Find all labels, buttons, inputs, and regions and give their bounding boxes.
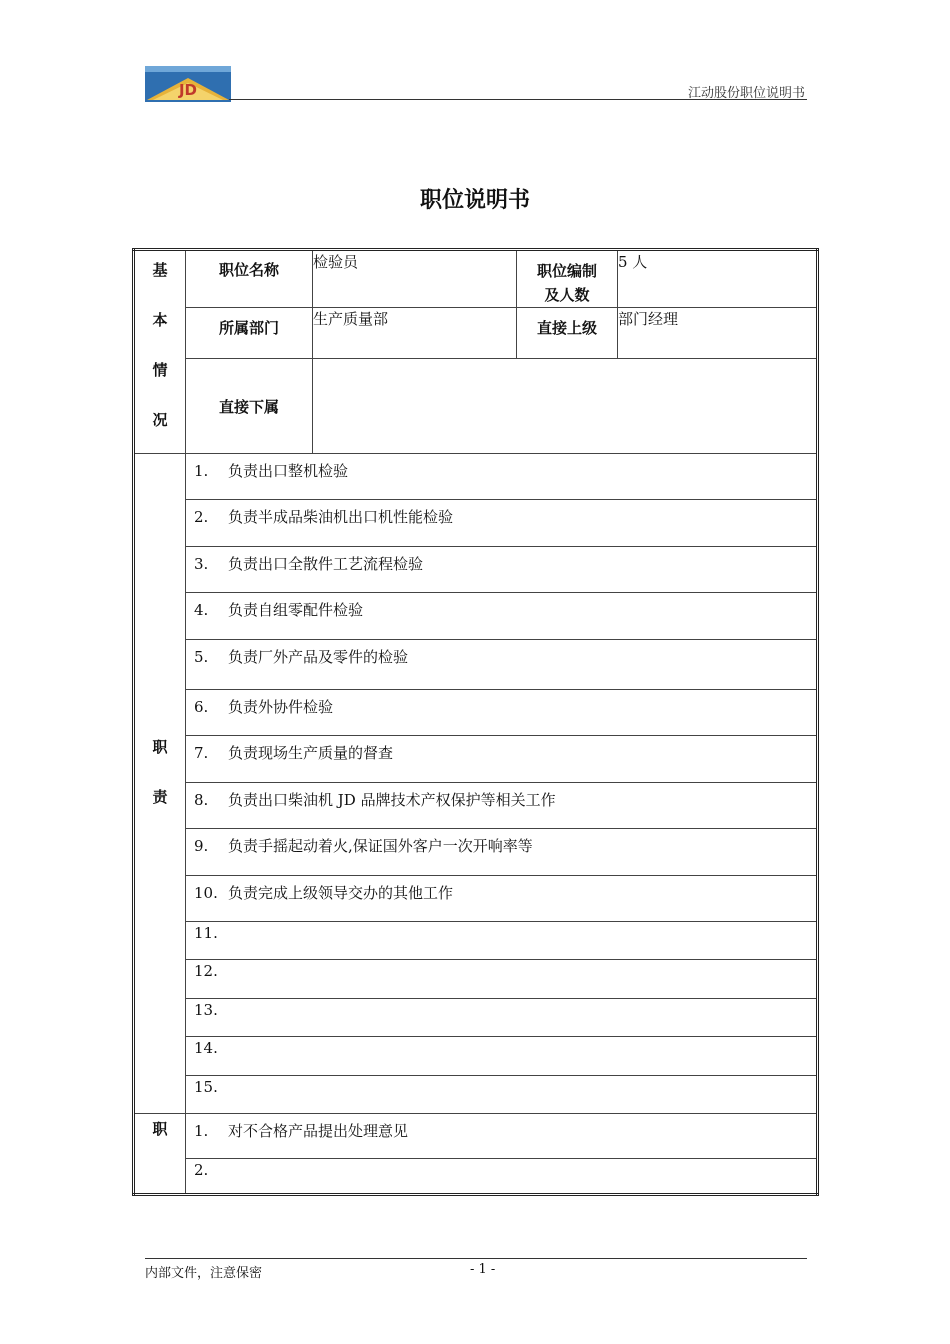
duty-item: 5. 负责厂外产品及零件的检验 bbox=[186, 640, 818, 690]
subordinate-label: 直接下属 bbox=[186, 359, 313, 454]
subordinate-value bbox=[313, 359, 818, 454]
authority-item: 2. bbox=[186, 1159, 818, 1195]
headcount-label: 职位编制 及人数 bbox=[517, 250, 618, 308]
supervisor-value: 部门经理 bbox=[618, 308, 818, 359]
authority-item: 1. 对不合格产品提出处理意见 bbox=[186, 1114, 818, 1159]
position-name-value: 检验员 bbox=[313, 250, 517, 308]
job-description-table bbox=[132, 248, 819, 1196]
duty-item: 3. 负责出口全散件工艺流程检验 bbox=[186, 547, 818, 593]
duty-item: 13. bbox=[186, 999, 818, 1037]
duty-item: 4. 负责自组零配件检验 bbox=[186, 593, 818, 640]
duty-item: 1. 负责出口整机检验 bbox=[186, 454, 818, 500]
duty-item: 14. bbox=[186, 1037, 818, 1076]
company-logo bbox=[145, 66, 231, 102]
duty-item: 11. bbox=[186, 922, 818, 960]
duty-item: 2. 负责半成品柴油机出口机性能检验 bbox=[186, 500, 818, 547]
duties-section-label: 职 责 bbox=[134, 454, 186, 1114]
page-title: 职位说明书 bbox=[419, 188, 530, 213]
authority-section-label: 职 bbox=[134, 1114, 186, 1195]
header-document-name: 江动股份职位说明书 bbox=[687, 86, 805, 101]
position-name-label: 职位名称 bbox=[186, 250, 313, 308]
svg-text:JD: JD bbox=[178, 81, 198, 99]
duty-item: 15. bbox=[186, 1076, 818, 1114]
duty-item: 10. 负责完成上级领导交办的其他工作 bbox=[186, 876, 818, 922]
page-number: - 1 - bbox=[470, 1262, 496, 1277]
department-value: 生产质量部 bbox=[313, 308, 517, 359]
headcount-value: 5 人 bbox=[618, 250, 818, 308]
duty-item: 6. 负责外协件检验 bbox=[186, 690, 818, 736]
confidential-notice: 内部文件，注意保密 bbox=[145, 1266, 263, 1281]
duty-item: 8. 负责出口柴油机 JD 品牌技术产权保护等相关工作 bbox=[186, 783, 818, 829]
basic-info-section-label: 基 本 情 况 bbox=[134, 250, 186, 454]
duty-item: 9. 负责手摇起动着火,保证国外客户一次开响率等 bbox=[186, 829, 818, 876]
page-header bbox=[145, 66, 807, 102]
footer-rule bbox=[145, 1258, 807, 1259]
supervisor-label: 直接上级 bbox=[517, 308, 618, 359]
department-label: 所属部门 bbox=[186, 308, 313, 359]
duty-item: 7. 负责现场生产质量的督查 bbox=[186, 736, 818, 783]
duty-item: 12. bbox=[186, 960, 818, 999]
